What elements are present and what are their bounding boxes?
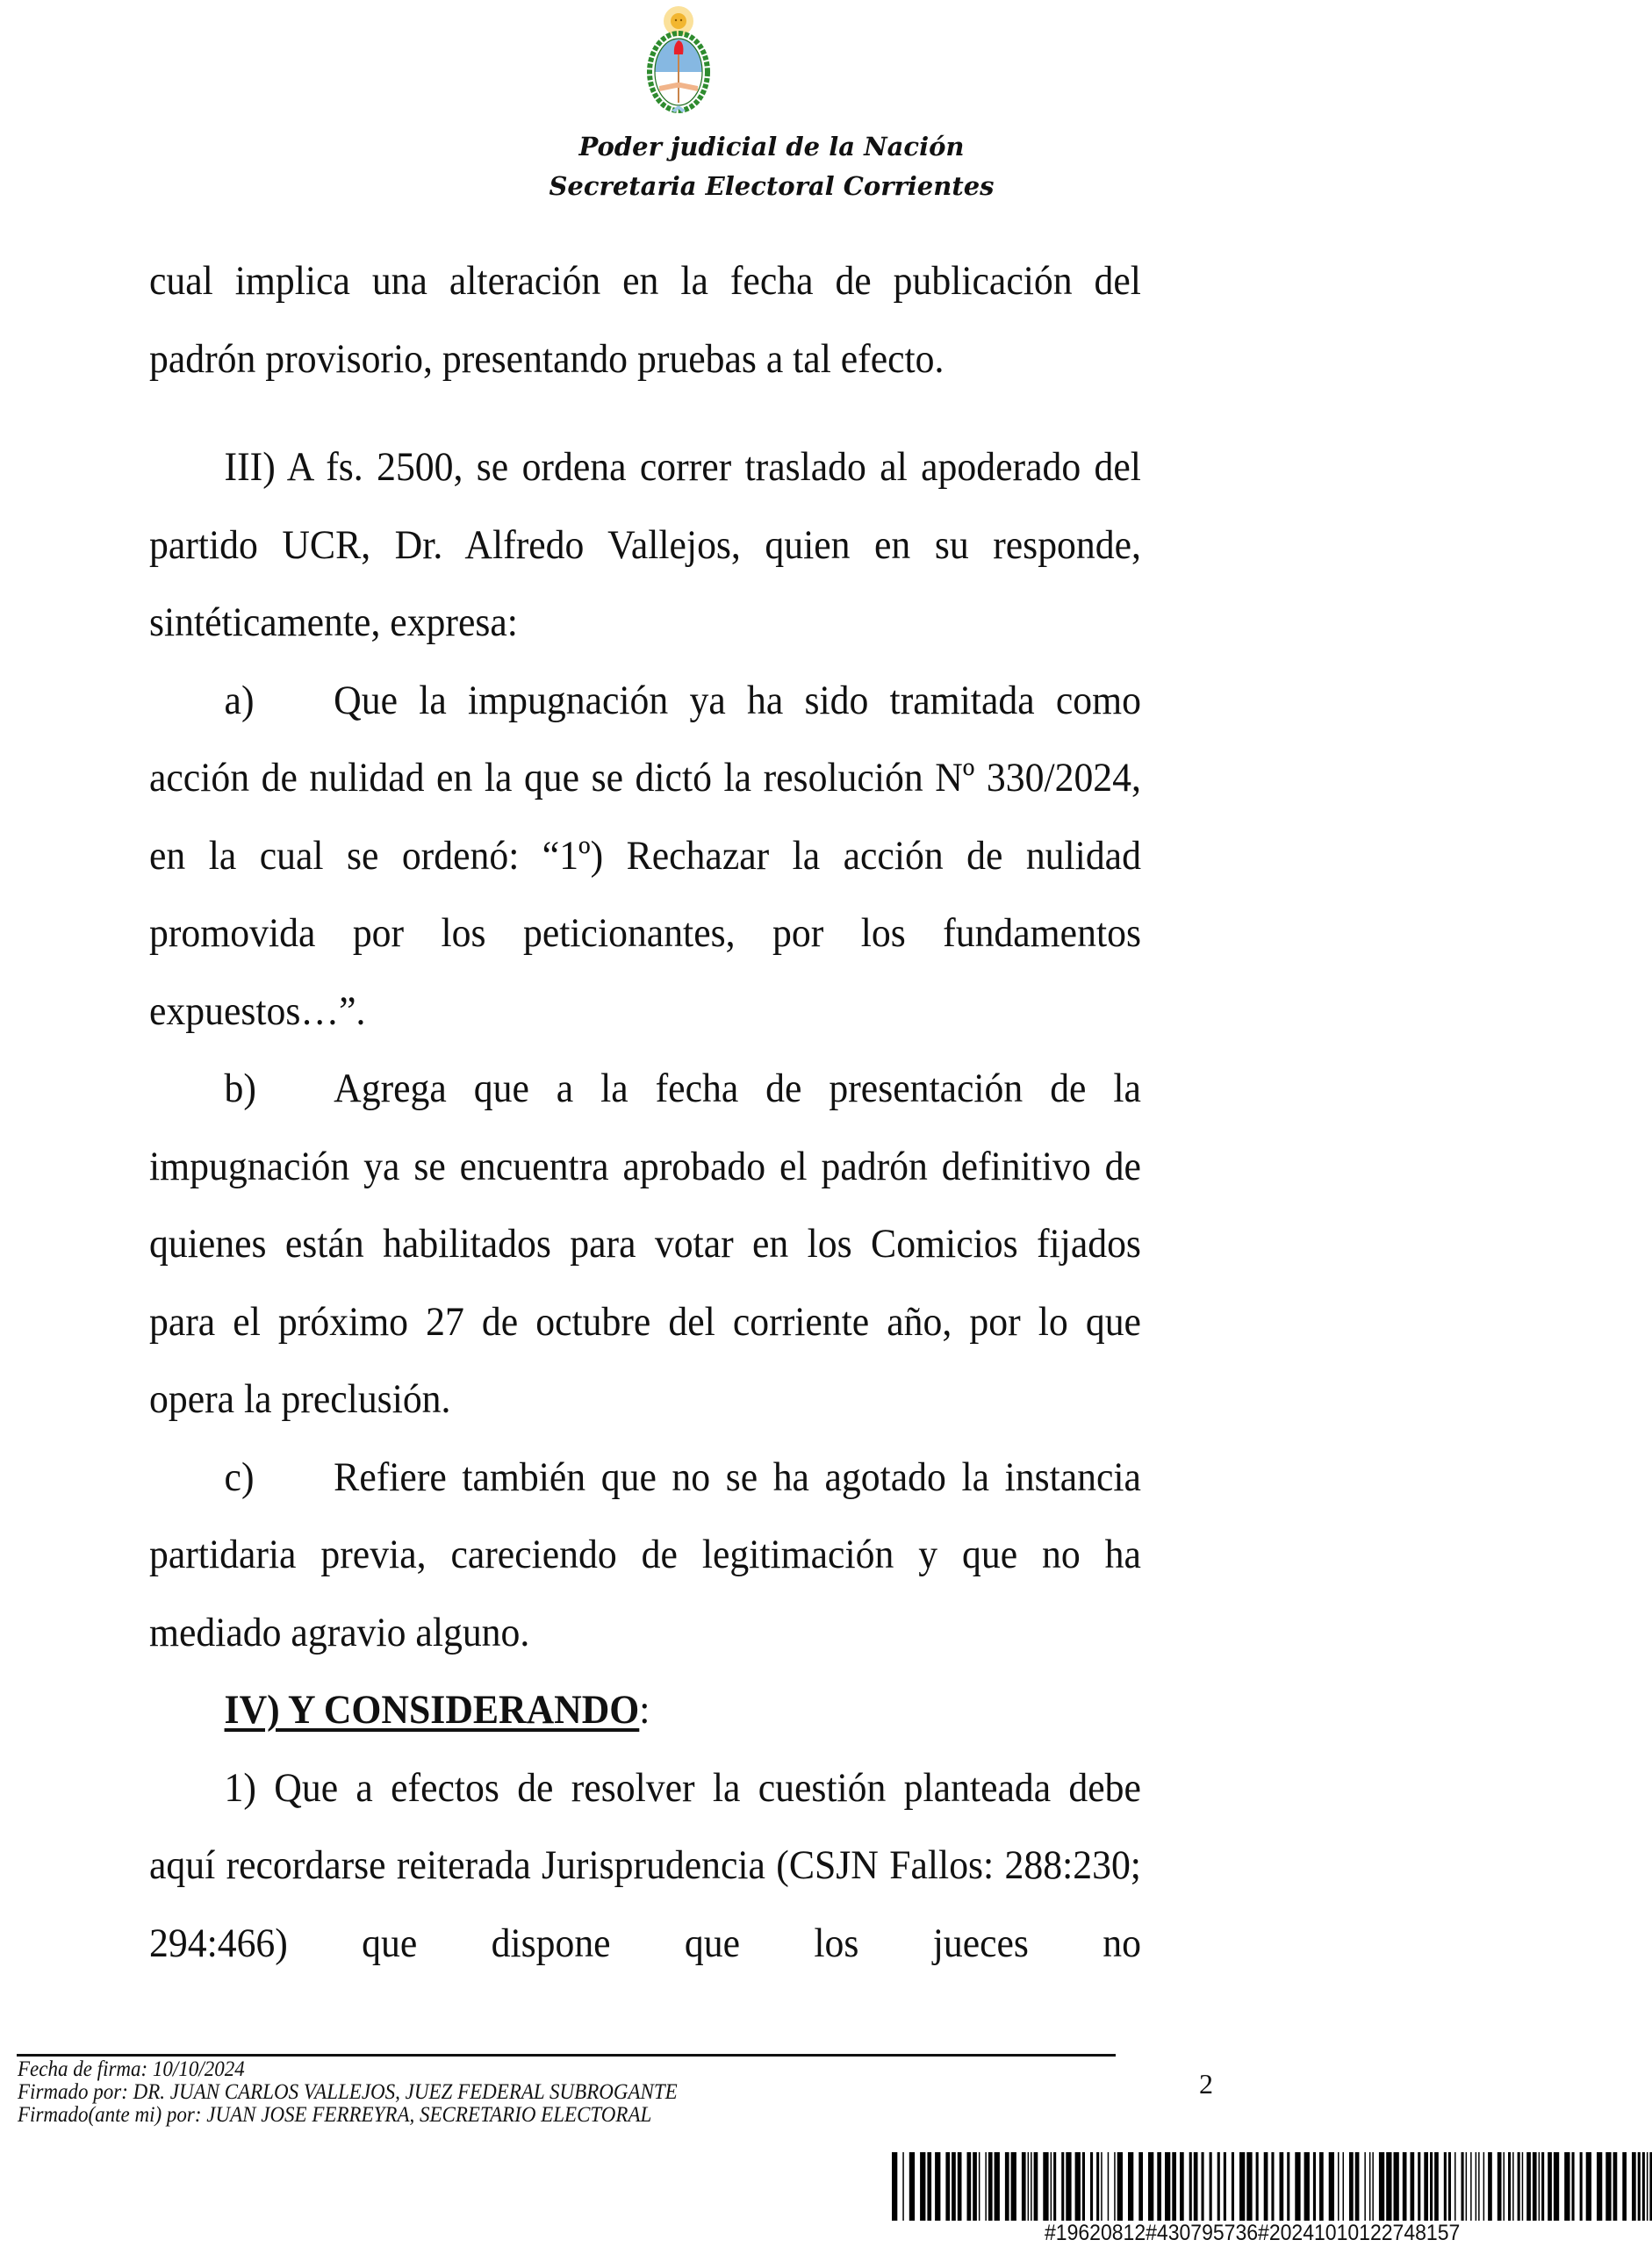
barcode-bar (1108, 2152, 1110, 2221)
barcode-bar (1372, 2152, 1374, 2221)
barcode-bar (1386, 2152, 1391, 2221)
barcode-bar (1470, 2152, 1472, 2221)
barcode-bar (1005, 2152, 1009, 2221)
barcode-bar (1622, 2152, 1627, 2221)
barcode-bar (1022, 2152, 1026, 2221)
barcode-bar (1246, 2152, 1252, 2221)
barcode-bar (1498, 2152, 1502, 2221)
barcode-bar (1564, 2152, 1569, 2221)
document-body (149, 242, 1141, 1982)
barcode-bar (1148, 2152, 1153, 2221)
list-item-b (149, 1050, 1141, 1439)
barcode-bar (1462, 2152, 1464, 2221)
barcode-bar (958, 2152, 962, 2221)
list-item-text: Refiere también que no se ha agotado la instancia partidaria previa, careciendo de legitimación y que no ha mediado agravio alguno. (149, 1454, 1141, 1655)
barcode-bar (1430, 2152, 1433, 2221)
barcode-bar (1518, 2152, 1520, 2221)
list-item-text: Que la impugnación ya ha sido tramitada como acción de nulidad en la que se dictó la resolución Nº 330/2024, en la cual se ordenó: “1º) Rechazar la acción de nulidad promovida por los peticionantes, por los fundamentos expuestos…”. (149, 677, 1141, 1034)
barcode-bar (1061, 2152, 1064, 2221)
barcode-bar (1051, 2152, 1052, 2221)
barcode-bar (1444, 2152, 1447, 2221)
barcode-bar (1114, 2152, 1116, 2221)
barcode-bar (1011, 2152, 1016, 2221)
section-heading: IV) Y CONSIDERANDO (224, 1687, 640, 1733)
barcode-bar (1434, 2152, 1439, 2221)
barcode-bar (1343, 2152, 1345, 2221)
signature-block (18, 2058, 678, 2127)
barcode-bar (1224, 2152, 1226, 2221)
barcode-bar (1488, 2152, 1492, 2221)
barcode-bar (927, 2152, 931, 2221)
barcode-bar (1329, 2152, 1334, 2221)
barcode-bar (1117, 2152, 1123, 2221)
barcode-bar (1128, 2152, 1133, 2221)
barcode-bar (1304, 2152, 1310, 2221)
barcode-bar (1411, 2152, 1415, 2221)
barcode-bar (1264, 2152, 1268, 2221)
barcode-number: #19620812#430795736#20241010122748157 (1045, 2221, 1461, 2245)
barcode-bar (1580, 2152, 1583, 2221)
barcode-bar (1572, 2152, 1575, 2221)
barcode-bar (1157, 2152, 1161, 2221)
barcode-bar (1096, 2152, 1099, 2221)
barcode-bar (1403, 2152, 1407, 2221)
barcode-bar (1548, 2152, 1552, 2221)
barcode-bar (1369, 2152, 1371, 2221)
barcode-bar (902, 2152, 904, 2221)
barcode-bar (1202, 2152, 1204, 2221)
page-number: 2 (1199, 2068, 1213, 2100)
barcode-bar (1287, 2152, 1289, 2221)
barcode-bar (1418, 2152, 1420, 2221)
signed-by-secretary: Firmado(ante mi) por: JUAN JOSE FERREYRA, SECRETARIO ELECTORAL (18, 2103, 652, 2127)
barcode-bar (1319, 2152, 1324, 2221)
list-item-text: Agrega que a la fecha de presentación de la impugnación ya se encuentra aprobado el padrón definitivo de quienes están habilitados para votar en los Comicios fijados para el próximo 27 de octubre del corriente año, por lo que opera la preclusión. (149, 1066, 1141, 1422)
paragraph-continuation-line2: padrón provisorio, presentando pruebas a tal efecto. (149, 335, 945, 382)
barcode-bar (1349, 2152, 1354, 2221)
argentina-coat-of-arms-icon (643, 2, 714, 121)
barcode-bar (945, 2152, 950, 2221)
barcode-bar (909, 2152, 915, 2221)
barcode-bar (1605, 2152, 1611, 2221)
barcode-bar (1424, 2152, 1428, 2221)
barcode-bar (1031, 2152, 1032, 2221)
signed-by-judge: Firmado por: DR. JUAN CARLOS VALLEJOS, JUEZ FEDERAL SUBROGANTE (18, 2080, 678, 2104)
barcode-bar (1232, 2152, 1234, 2221)
barcode-bar (952, 2152, 956, 2221)
barcode-bar (1533, 2152, 1537, 2221)
barcode-bar (1256, 2152, 1259, 2221)
paragraph-considerando-1: 1) Que a efectos de resolver la cuestión planteada debe aquí recordarse reiterada Jurisprudencia (CSJN Fallos: 288:230; 294:466) que dispone que los jueces no (149, 1764, 1141, 1966)
barcode-bar (985, 2152, 987, 2221)
barcode-bar (1586, 2152, 1591, 2221)
barcode-bar (1165, 2152, 1170, 2221)
barcode-bar (1075, 2152, 1081, 2221)
barcode-bar (1466, 2152, 1468, 2221)
barcode-bar (1066, 2152, 1071, 2221)
barcode-bar (979, 2152, 980, 2221)
barcode-bar (1454, 2152, 1456, 2221)
barcode-bar (1028, 2152, 1030, 2221)
barcode-bar (1478, 2152, 1480, 2221)
barcode-bar (1355, 2152, 1360, 2221)
list-item-a (149, 662, 1141, 1051)
barcode-bar (1034, 2152, 1038, 2221)
barcode-bar (1483, 2152, 1485, 2221)
list-item-c (149, 1439, 1141, 1672)
barcode-bar (1522, 2152, 1524, 2221)
list-marker: c) (224, 1454, 255, 1500)
barcode-bar (1189, 2152, 1192, 2221)
barcode-bar (1217, 2152, 1220, 2221)
header-court-name: Poder judicial de la Nación (578, 132, 965, 162)
list-marker: b) (224, 1066, 256, 1111)
section-heading-considerando (149, 1671, 1141, 1749)
footer-divider (17, 2054, 1116, 2057)
barcode-bar (1613, 2152, 1618, 2221)
barcode-bar (1271, 2152, 1274, 2221)
barcode-bar (995, 2152, 1000, 2221)
barcode-bar (1554, 2152, 1559, 2221)
paragraph-iii: III) A fs. 2500, se ordena correr traslado al apoderado del partido UCR, Dr. Alfredo Vallejos, quien en su responde, sintéticamente, expresa: (149, 444, 1141, 645)
barcode-bar (1338, 2152, 1340, 2221)
header-office-name: Secretaria Electoral Corrientes (549, 171, 995, 201)
heading-colon: : (639, 1687, 650, 1733)
barcode-bar (1295, 2152, 1300, 2221)
signature-date: Fecha de firma: 10/10/2024 (18, 2057, 245, 2081)
barcode-bar (967, 2152, 972, 2221)
barcode-bar (892, 2152, 897, 2221)
barcode-bar (1597, 2152, 1602, 2221)
barcode-bar (1638, 2152, 1641, 2221)
barcode-bar (1101, 2152, 1103, 2221)
barcode-bar (1194, 2152, 1198, 2221)
barcode-bar (1448, 2152, 1451, 2221)
barcode-bar (1394, 2152, 1399, 2221)
list-marker: a) (224, 677, 255, 723)
barcode-bar (1082, 2152, 1085, 2221)
barcode-bar (1512, 2152, 1514, 2221)
barcode-bar (1541, 2152, 1544, 2221)
barcode-bar (1210, 2152, 1212, 2221)
barcode-bar (1172, 2152, 1176, 2221)
barcode-bar (988, 2152, 993, 2221)
barcode-bar (1526, 2152, 1531, 2221)
barcode-bar (1642, 2152, 1645, 2221)
barcode-bar (1539, 2152, 1541, 2221)
barcode-bar (1647, 2152, 1648, 2221)
barcode-bar (920, 2152, 925, 2221)
barcode-bar (1138, 2152, 1143, 2221)
barcode-bar (1364, 2152, 1366, 2221)
barcode-bar (1053, 2152, 1056, 2221)
barcode (892, 2152, 1652, 2221)
barcode-bar (1043, 2152, 1048, 2221)
barcode-bar (1090, 2152, 1093, 2221)
barcode-bar (1313, 2152, 1316, 2221)
barcode-bar (1180, 2152, 1184, 2221)
barcode-bar (1476, 2152, 1477, 2221)
barcode-bar (973, 2152, 977, 2221)
barcode-bar (1280, 2152, 1284, 2221)
barcode-bar (1632, 2152, 1636, 2221)
barcode-bar (1508, 2152, 1511, 2221)
barcode-bar (1379, 2152, 1384, 2221)
barcode-bar (935, 2152, 940, 2221)
paragraph-continuation-line1: cual implica una alteración en la fecha de publicación del (149, 258, 1141, 304)
barcode-bar (1239, 2152, 1245, 2221)
barcode-bar (1504, 2152, 1505, 2221)
